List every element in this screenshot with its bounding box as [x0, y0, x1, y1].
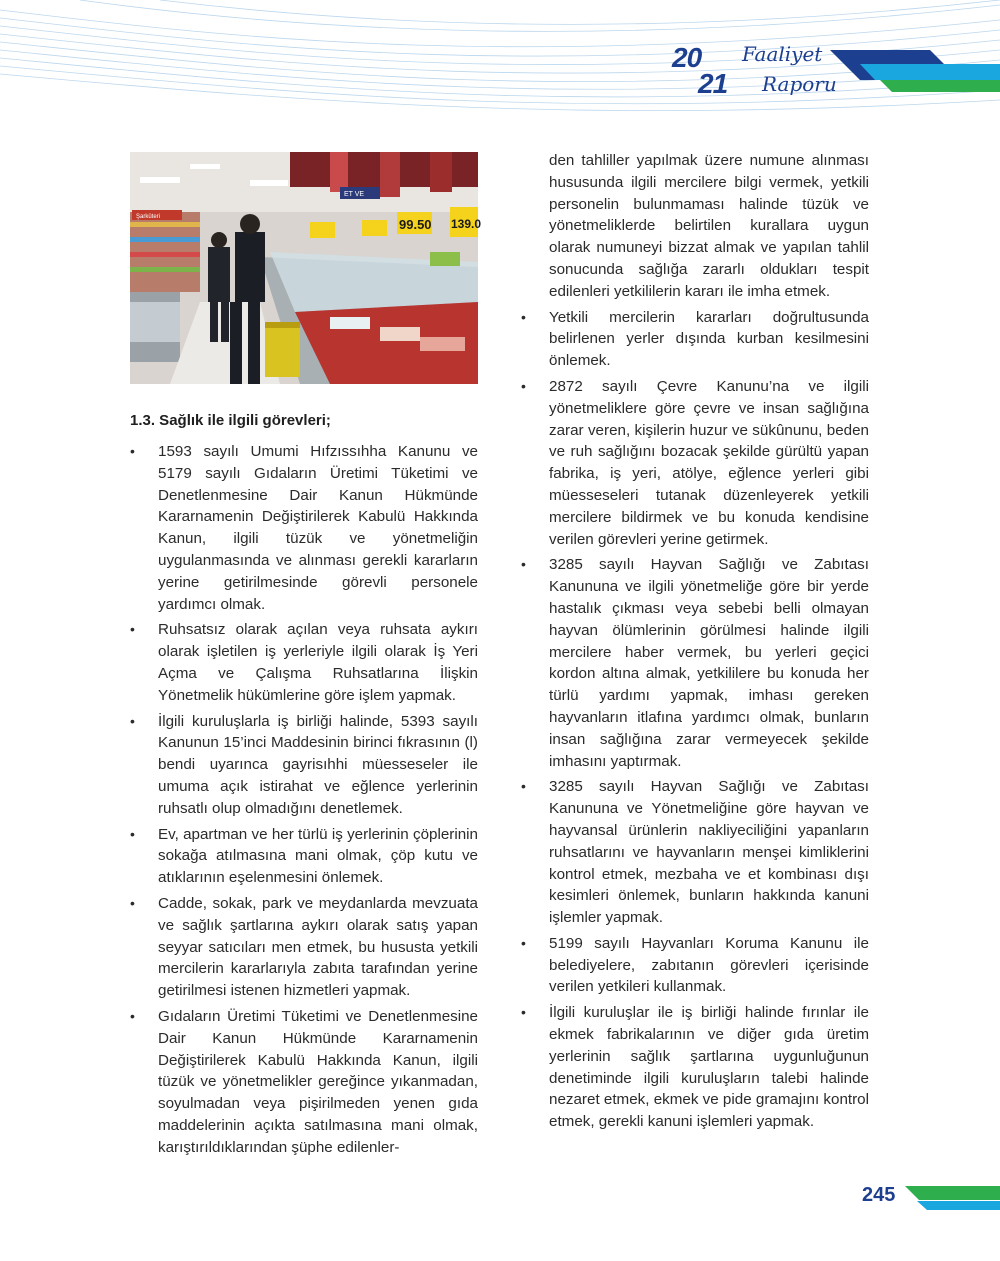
list-item: • 2872 sayılı Çevre Kanunu’na ve ilgili yönetmeliklere göre çevre ve insan sağlığına zarar veren, kişilerin huzur ve sükûnunu, beden ve ruh sağlığını bozacak şekilde gürültü yapan fabrika, iş yeri, atölye, eğlence yerleri gibi müesseseleri tutanak düzenleyerek yetkili mercilere bildirmek ve bu konuda kendisine verilen görevleri yerine getirmek.: [521, 377, 869, 548]
logo-word-faaliyet: Faaliyet: [742, 42, 823, 66]
logo-year-bottom: 21: [698, 68, 728, 99]
list-item: • Gıdaların Üretimi Tüketimi ve Denetlenmesine Dair Kanun Hükmünde Kararnamenin Değiştirilerek Kabulü Hakkında Kanun, ilgili tüzük ve yönetmelikler gereğince yıkanmadan, soyulmadan veya pişirilmeden yenen gıda maddelerinin açıkta satılmasına mani olmak, karıştırıldıklarından şüphe edilenler-: [130, 1007, 478, 1156]
sign-sarkuteri: Şarküteri: [136, 214, 161, 220]
list-item: • 5199 sayılı Hayvanları Koruma Kanunu ile belediyelere, zabıtanın görevleri içerisinde verilen yetkileri kullanmak.: [521, 934, 869, 996]
list-item: • 3285 sayılı Hayvan Sağlığı ve Zabıtası Kanununa ve ilgili yönetmeliğe göre bir yerde hastalık çıkması veya sebebi belli olmayan hayvan ölümlerinin görülmesi halinde ilgili mercilere haber vermek, bu yerleri geçici kordon altına almak, yetkililere bu konuda her türlü yardımı yapmak, imhası gereken hayvanların itlafına yardımcı olmak, bunların insan sağlığına zarar vermeyecek şekilde imhasını yaptırmak.: [521, 556, 869, 770]
right-duty-list: [521, 307, 869, 1133]
logo-word-raporu: Raporu: [762, 72, 837, 96]
logo-year-top: 20: [672, 42, 702, 73]
bullet-icon: •: [521, 934, 526, 951]
left-column: [130, 412, 478, 1163]
bullet-icon: •: [521, 377, 526, 394]
bullet-icon: •: [130, 1007, 135, 1024]
price-tag-2: 139.0: [451, 217, 482, 231]
section-title: 1.3. Sağlık ile ilgili görevleri;: [130, 412, 331, 429]
list-item: • İlgili kuruluşlarla iş birliği halinde, 5393 sayılı Kanunun 15’inci Maddesinin birinci fıkrasının (l) bendi uyarınca gayrisıhhi müesseseler ile umuma açık istirahat ve eğlence yerlerinin ruhsatlı olup olmadığını denetlemek.: [130, 712, 478, 817]
list-item: • İlgili kuruluşlar ile iş birliği halinde fırınlar ile ekmek fabrikalarının ve diğer gıda üretim yerlerinin sağlık şartlarına uygunluğunun denetiminde ilgili kuruluşların talebi halinde nezaret etmek, ekmek ve pide gramajını kontrol etmek, gerekli kanuni işlemleri yapmak.: [521, 1004, 869, 1131]
bullet-icon: •: [521, 1004, 526, 1021]
bullet-icon: •: [130, 825, 135, 842]
report-logo: [672, 40, 852, 102]
page-number: 245: [862, 1184, 896, 1206]
market-inspection-photo: [130, 152, 482, 384]
list-item: • Ruhsatsız olarak açılan veya ruhsata aykırı olarak işletilen iş yerleriyle ilgili olarak İş Yeri Açma ve Çalışma Ruhsatlarına İlişkin Yönetmelik hükümlerine göre işlem yapmak.: [130, 621, 478, 704]
list-item: • Ev, apartman ve her türlü iş yerlerinin çöplerinin sokağa atılmasına mani olmak, çöp kutu ve atıklarının eşelenmesini önlemek.: [130, 825, 478, 887]
sign-et-ve: ET VE: [344, 191, 365, 198]
bullet-icon: •: [521, 778, 526, 795]
bullet-icon: •: [521, 556, 526, 573]
price-tag-1: 99.50: [399, 217, 432, 232]
list-item: • 1593 sayılı Umumi Hıfzıssıhha Kanunu ve 5179 sayılı Gıdaların Üretimi Tüketimi ve Denetlenmesine Dair Kanun Hükmünde Kararnamenin Değiştirilerek Kabulü Hakkında Kanun, ilgili tüzük ve yönetmeliğin uygulanmasında ve alınması gerekli kararların yerine getirilmesinde görevli personele yardımcı olmak.: [130, 443, 478, 613]
bullet-icon: •: [130, 443, 135, 459]
right-column: [521, 150, 869, 1137]
bullet-icon: •: [521, 308, 526, 325]
continued-paragraph: den tahliller yapılmak üzere numune alınması hususunda ilgili mercilere bilgi vermek, yetkili personelin bulunmaması halinde tüzük ve yönetmeliklerde belirtilen kurallara uygun olarak numuneyi bizzat almak ve yapılan tahlil sonucunda sağlığa zararlı oldukları tespit edilenleri yetkililerin kararı ile imha etmek.: [549, 152, 869, 300]
list-item: • Cadde, sokak, park ve meydanlarda mevzuata ve sağlık şartlarına aykırı olarak satış yapan seyyar satıcıları men etmek, bu hususta yetkili mercilerin kararlarıyla zabıta tarafından yerine getirilmesi istenen hizmetleri yapmak.: [130, 894, 478, 1000]
list-item: • Yetkili mercilerin kararları doğrultusunda belirlenen yerler dışında kurban kesilmesini önlemek.: [521, 308, 869, 370]
list-item: • 3285 sayılı Hayvan Sağlığı ve Zabıtası Kanununa ve Yönetmeliğine göre hayvan ve hayvansal ürünlerin nakliyeciliğini yapanların ruhsatlarını ve hayvanların menşei kimliklerini kontrol etmek, mezbaha ve et kombinası dışı kesimleri önlemek, bunların hakkında kanuni işlemler yapmak.: [521, 778, 869, 927]
bullet-icon: •: [130, 712, 135, 729]
bullet-icon: •: [130, 894, 135, 911]
left-duty-list: [130, 441, 478, 1159]
footer-stripe-decoration: [905, 1186, 1000, 1210]
bullet-icon: •: [130, 621, 135, 638]
